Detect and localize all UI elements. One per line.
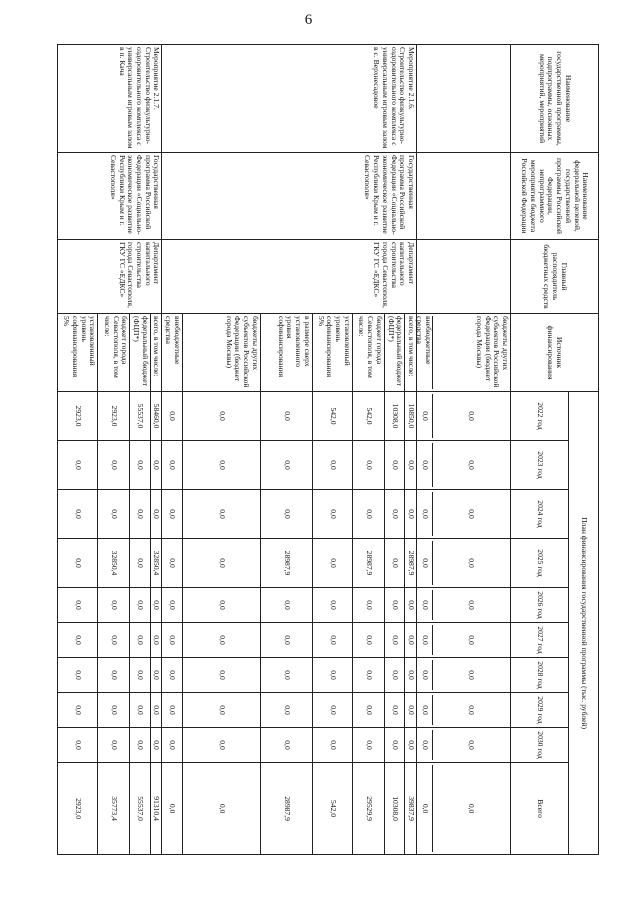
- value-cell: 0,0: [98, 658, 130, 693]
- header-year: Всего: [511, 763, 569, 855]
- value-cell: 0,0: [384, 490, 404, 539]
- value-cell: 0,0: [162, 588, 182, 623]
- source-cell: бюджет города Севастополя, в том числе:: [352, 314, 384, 392]
- value-cell: 0,0: [162, 392, 182, 441]
- value-cell: 0,0: [384, 658, 404, 693]
- value-cell: 2923,0: [98, 392, 130, 441]
- value-cell: 0,0: [150, 441, 162, 490]
- measure-federal: Государственная программа Российской Федерации «Социально-экономическое развитие Республики Крым и г. Севастополя»: [162, 153, 417, 240]
- value: 0,0: [467, 558, 477, 568]
- value-cell: 0,0: [312, 490, 352, 539]
- source-cell: всего, в том числе:: [150, 314, 162, 392]
- value-cell: 0,0: [260, 728, 312, 763]
- table-row: [405, 45, 417, 855]
- value-cell: 0,0: [312, 588, 352, 623]
- value-cell: 0,0: [384, 441, 404, 490]
- value-cell: 0,0: [130, 490, 150, 539]
- header-year: 2030 год: [511, 728, 569, 763]
- value-cell: 0,0: [384, 728, 404, 763]
- value-cell: 0,0: [58, 623, 98, 658]
- value-cell: 0,0: [162, 441, 182, 490]
- source-cell: бюджеты других субъектов Российской Федерации (бюджет города Москвы): [182, 314, 260, 392]
- header-year: 2026 год: [511, 588, 569, 623]
- source-cell: установленный уровень софинансирования 5%: [312, 314, 352, 392]
- value-cell: 32850,4: [98, 539, 130, 588]
- value-cell: [417, 658, 511, 693]
- value-cell: 28987,9: [260, 763, 312, 855]
- value-cell: 542,0: [352, 392, 384, 441]
- value-cell: 0,0: [162, 658, 182, 693]
- value-cell: 0,0: [260, 490, 312, 539]
- header-name: Наименование государственной программы, подпрограммы, основных мероприятий, мероприятий: [511, 45, 599, 153]
- value-cell: 0,0: [405, 588, 417, 623]
- value-cell: 0,0: [98, 693, 130, 728]
- value-cell: 0,0: [130, 539, 150, 588]
- value: 0,0: [418, 765, 433, 852]
- value-cell: 0,0: [150, 728, 162, 763]
- value-cell: 0,0: [352, 693, 384, 728]
- value-cell: 0,0: [98, 588, 130, 623]
- header-year: 2027 год: [511, 623, 569, 658]
- value-cell: 10850,0: [405, 392, 417, 441]
- source-cell: установленный уровень софинансирования 5%: [58, 314, 98, 392]
- header-year: 2028 год: [511, 658, 569, 693]
- value-cell: 0,0: [182, 623, 260, 658]
- source-line: внебюджетные средства: [418, 316, 433, 389]
- value: 0,0: [418, 625, 433, 655]
- value-cell: 2923,0: [58, 763, 98, 855]
- value-cell: 0,0: [182, 539, 260, 588]
- value-cell: 0,0: [405, 693, 417, 728]
- value-cell: [417, 623, 511, 658]
- value: 0,0: [467, 740, 477, 750]
- value-cell: 0,0: [405, 728, 417, 763]
- value-cell: 0,0: [312, 693, 352, 728]
- value-cell: 0,0: [162, 539, 182, 588]
- value-cell: 0,0: [260, 658, 312, 693]
- table-row: [150, 45, 162, 855]
- value-cell: 0,0: [405, 490, 417, 539]
- value-cell: [417, 441, 511, 490]
- header-plan: План финансирования государственной программы (тыс. рублей): [569, 392, 599, 855]
- value-cell: 0,0: [384, 693, 404, 728]
- value-cell: 0,0: [182, 728, 260, 763]
- value: 0,0: [418, 660, 433, 690]
- value-cell: 0,0: [58, 490, 98, 539]
- value-cell: 29529,9: [352, 763, 384, 855]
- measure-manager: Департамент капитального строительства города Севастополя, ГКУ ГС «ЕДКС»: [162, 240, 417, 314]
- value-cell: 39837,9: [405, 763, 417, 855]
- header-federal: Наименование федеральной целевой, государственной программы Российской Федерации, непрограммного мероприятия бюджета Российской Федерации: [511, 153, 599, 240]
- value-cell: 0,0: [98, 441, 130, 490]
- page-number: 6: [304, 12, 313, 28]
- value-cell: 55537,0: [130, 392, 150, 441]
- value-cell: 0,0: [352, 728, 384, 763]
- value: 0,0: [418, 541, 433, 585]
- value-cell: 0,0: [130, 658, 150, 693]
- value-cell: 0,0: [405, 658, 417, 693]
- value-cell: 542,0: [312, 392, 352, 441]
- value-cell: 0,0: [182, 763, 260, 855]
- value-cell: 0,0: [384, 623, 404, 658]
- measure-federal: Государственная программа Российской Федерации «Социально-экономическое развитие Республики Крым и г. Севастополя»: [58, 153, 162, 240]
- value-cell: [417, 392, 511, 441]
- value-cell: 0,0: [150, 693, 162, 728]
- value-cell: 35773,4: [98, 763, 130, 855]
- value: 0,0: [467, 509, 477, 519]
- value: 0,0: [418, 695, 433, 725]
- measure-name: Мероприятие 2.1.6. Строительство физкультурно-оздоровительного комплекса с универсальным игровым залом в с. Верхнесадовое: [162, 45, 417, 153]
- value-cell: 0,0: [130, 728, 150, 763]
- value-cell: 0,0: [182, 658, 260, 693]
- value-cell: 0,0: [58, 539, 98, 588]
- value: 0,0: [467, 600, 477, 610]
- value: 0,0: [418, 443, 433, 487]
- value-cell: 0,0: [98, 490, 130, 539]
- value: 0,0: [467, 635, 477, 645]
- value-cell: 0,0: [162, 623, 182, 658]
- value-cell: 0,0: [150, 490, 162, 539]
- continued-cell: [417, 153, 511, 240]
- header-year: 2022 год: [511, 392, 569, 441]
- value-cell: 0,0: [98, 728, 130, 763]
- value-cell: 0,0: [162, 693, 182, 728]
- header-manager: Главный распорядитель бюджетных средств: [511, 240, 599, 314]
- continued-cell: [417, 45, 511, 153]
- value-cell: [417, 693, 511, 728]
- value-cell: [417, 728, 511, 763]
- value-cell: [417, 490, 511, 539]
- header-year: 2024 год: [511, 490, 569, 539]
- value: 0,0: [467, 705, 477, 715]
- source-line: бюджеты других субъектов Российской Федерации (бюджет города Москвы): [474, 316, 510, 388]
- header-source: Источник финансирования: [511, 314, 599, 392]
- value-cell: [417, 763, 511, 855]
- value-cell: 0,0: [150, 658, 162, 693]
- rotated-page-content: [62, 44, 599, 854]
- value-cell: 0,0: [352, 588, 384, 623]
- value-cell: 0,0: [58, 693, 98, 728]
- value-cell: 28987,9: [352, 539, 384, 588]
- value-cell: 28987,9: [405, 539, 417, 588]
- value-cell: 0,0: [384, 539, 404, 588]
- value-cell: 0,0: [260, 693, 312, 728]
- value: 0,0: [418, 730, 433, 760]
- value: 0,0: [418, 394, 433, 438]
- value-cell: 0,0: [405, 441, 417, 490]
- source-cell: федеральный бюджет (ФЦП*): [130, 314, 150, 392]
- measure-manager: Департамент капитального строительства города Севастополя, ГКУ ГС «ЕДКС»: [58, 240, 162, 314]
- value-cell: 0,0: [260, 392, 312, 441]
- value-cell: 0,0: [260, 623, 312, 658]
- value-cell: 0,0: [312, 658, 352, 693]
- value-cell: 0,0: [352, 441, 384, 490]
- header-year: 2023 год: [511, 441, 569, 490]
- value-cell: 0,0: [130, 693, 150, 728]
- value-cell: 0,0: [352, 658, 384, 693]
- table-row: [417, 45, 511, 855]
- value: 0,0: [418, 590, 433, 620]
- value-cell: 0,0: [405, 623, 417, 658]
- measure-name: Мероприятие 2.1.7. Строительство физкультурно-оздоровительного комплекса с универсальным игровым залом в п. Кача: [58, 45, 162, 153]
- financing-table: [57, 44, 599, 855]
- value: 0,0: [467, 803, 477, 814]
- header-year: 2029 год: [511, 693, 569, 728]
- source-cell: в размере сверх установленного уровня софинансирования: [260, 314, 312, 392]
- value-cell: 0,0: [182, 392, 260, 441]
- value-cell: 58460,0: [150, 392, 162, 441]
- value-cell: 0,0: [182, 588, 260, 623]
- value-cell: 0,0: [130, 441, 150, 490]
- value-cell: 542,0: [312, 763, 352, 855]
- value: 0,0: [418, 492, 433, 536]
- value-cell: 0,0: [150, 588, 162, 623]
- source-cell: всего, в том числе:: [405, 314, 417, 392]
- value-cell: 55537,0: [130, 763, 150, 855]
- value-cell: 0,0: [130, 623, 150, 658]
- value-cell: 0,0: [260, 588, 312, 623]
- continued-cell: [417, 240, 511, 314]
- value-cell: 0,0: [312, 441, 352, 490]
- value-cell: 0,0: [352, 623, 384, 658]
- value: 0,0: [467, 460, 477, 470]
- value-cell: 0,0: [384, 588, 404, 623]
- value-cell: 0,0: [312, 623, 352, 658]
- value-cell: 0,0: [260, 441, 312, 490]
- value: 0,0: [467, 411, 477, 421]
- value-cell: 0,0: [182, 693, 260, 728]
- value-cell: 0,0: [58, 588, 98, 623]
- header-year: 2025 год: [511, 539, 569, 588]
- value-cell: 32850,4: [150, 539, 162, 588]
- value-cell: 0,0: [98, 623, 130, 658]
- value-cell: 0,0: [130, 588, 150, 623]
- source-cell: федеральный бюджет (ФЦП*): [384, 314, 404, 392]
- value-cell: 0,0: [312, 728, 352, 763]
- value-cell: 0,0: [312, 539, 352, 588]
- value-cell: 10308,0: [384, 763, 404, 855]
- value-cell: 0,0: [58, 728, 98, 763]
- value: 0,0: [467, 670, 477, 680]
- value-cell: 0,0: [162, 763, 182, 855]
- value-cell: 10308,0: [384, 392, 404, 441]
- value-cell: 0,0: [58, 658, 98, 693]
- value-cell: 0,0: [182, 441, 260, 490]
- value-cell: 0,0: [182, 490, 260, 539]
- source-cell: [417, 314, 511, 392]
- value-cell: 0,0: [58, 441, 98, 490]
- value-cell: 0,0: [162, 728, 182, 763]
- value-cell: 28987,9: [260, 539, 312, 588]
- value-cell: 91310,4: [150, 763, 162, 855]
- value-cell: 0,0: [150, 623, 162, 658]
- value-cell: [417, 588, 511, 623]
- value-cell: 2923,0: [58, 392, 98, 441]
- source-cell: бюджет города Севастополя, в том числе:: [98, 314, 130, 392]
- value-cell: 0,0: [162, 490, 182, 539]
- source-cell: внебюджетные средства: [162, 314, 182, 392]
- value-cell: 0,0: [352, 490, 384, 539]
- value-cell: [417, 539, 511, 588]
